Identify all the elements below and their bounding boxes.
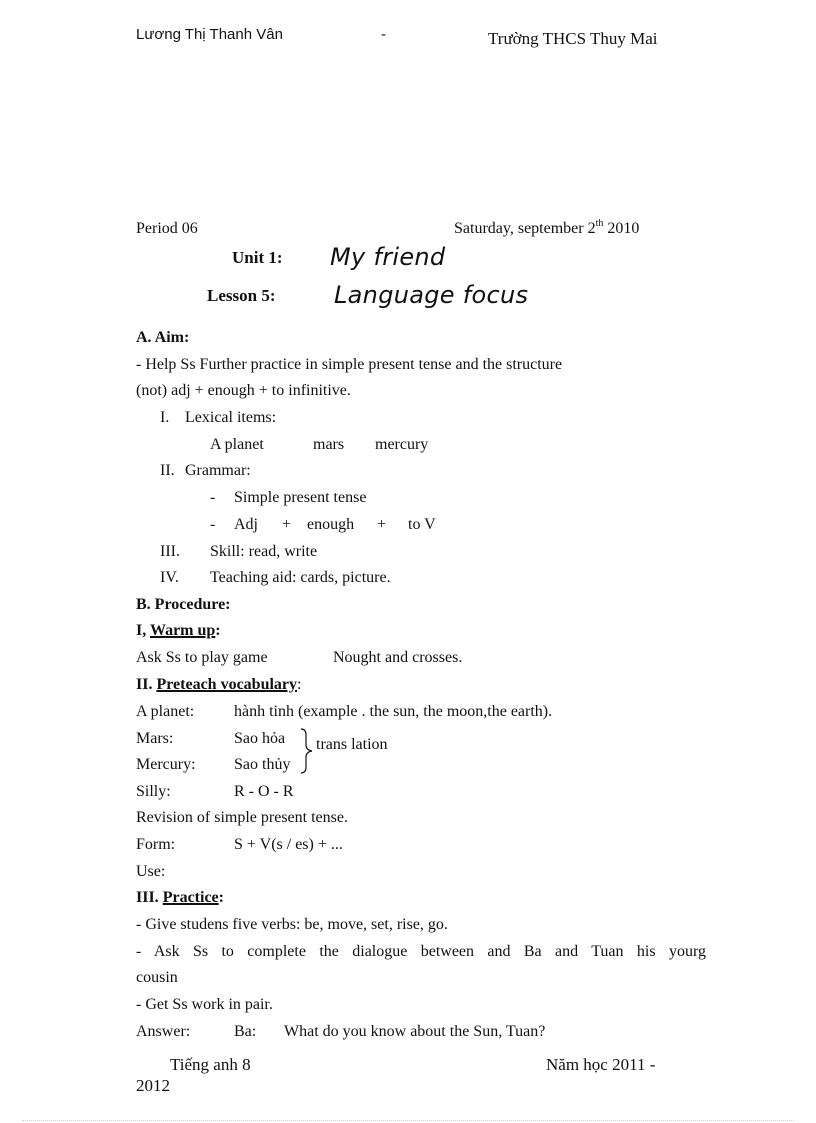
answer-text: What do you know about the Sun, Tuan? [284, 1023, 546, 1040]
grammar-1-text: Simple present tense [234, 489, 367, 506]
answer-speaker: Ba: [234, 1023, 257, 1040]
practice-heading [136, 888, 224, 908]
lesson-label: Lesson 5: [207, 286, 276, 305]
practice-line-1: - Give studens five verbs: be, move, set, rise, go. [136, 916, 448, 933]
grammar-2-part-3: enough [307, 516, 355, 533]
preteach-colon: : [297, 676, 302, 693]
warmup-heading [136, 621, 221, 641]
footer-year-end: 2012 [136, 1076, 170, 1095]
unit-label: Unit 1: [232, 248, 283, 267]
date-superscript: th [595, 218, 604, 229]
curly-brace-icon [298, 727, 316, 775]
use-label: Use: [136, 863, 166, 880]
aim-heading: A. Aim: [136, 329, 190, 346]
vocab-1-word: A planet: [136, 703, 195, 720]
grammar-2-part-5: to V [408, 516, 436, 533]
lexical-word-3: mercury [375, 436, 429, 453]
vocab-1-meaning: hành tinh (example . the sun, the moon,the earth). [234, 703, 553, 720]
warmup-colon: : [215, 622, 221, 639]
grammar-2-part-4: + [377, 516, 387, 533]
aim-item-3-text: Skill: read, write [210, 543, 318, 560]
grammar-2-part-2: + [282, 516, 292, 533]
header-dash: - [381, 26, 386, 43]
page-bottom-divider [22, 1120, 794, 1121]
lesson-name: Language focus [334, 281, 529, 309]
practice-line-3: cousin [136, 969, 178, 986]
aim-item-4-text: Teaching aid: cards, picture. [210, 569, 391, 586]
date-suffix: 2010 [603, 220, 640, 237]
warmup-text-2: Nought and crosses. [333, 649, 463, 666]
practice-line-4: - Get Ss work in pair. [136, 996, 273, 1013]
form-value: S + V(s / es) + ... [234, 836, 343, 853]
grammar-2-dash: - [210, 516, 216, 533]
unit-name: My friend [330, 243, 446, 271]
translation-note: trans lation [316, 736, 388, 753]
preteach-label: Preteach vocabulary [156, 676, 298, 693]
practice-line-2: - Ask Ss to complete the dialogue between and Ba and Tuan his yourg [136, 943, 706, 960]
preteach-num: II. [136, 676, 153, 693]
preteach-heading [136, 675, 301, 695]
vocab-2-meaning: Sao hỏa [234, 730, 286, 747]
practice-label: Practice [162, 889, 219, 906]
answer-label: Answer: [136, 1023, 191, 1040]
aim-item-1-text: Lexical items: [185, 409, 277, 426]
grammar-2-part-1: Adj [234, 516, 258, 533]
aim-line-2: (not) adj + enough + to infinitive. [136, 382, 351, 399]
vocab-3-meaning: Sao thủy [234, 756, 291, 773]
vocab-4-meaning: R - O - R [234, 783, 294, 800]
header-school: Trường THCS Thuy Mai [488, 29, 658, 48]
lexical-word-2: mars [313, 436, 345, 453]
aim-item-1-num: I. [160, 409, 170, 426]
practice-num: III. [136, 889, 159, 906]
form-label: Form: [136, 836, 176, 853]
grammar-1-dash: - [210, 489, 216, 506]
footer-year-label: Năm học 2011 - [546, 1055, 656, 1074]
procedure-heading: B. Procedure: [136, 596, 231, 613]
aim-item-2-text: Grammar: [185, 462, 251, 479]
aim-item-2-num: II. [160, 462, 175, 479]
period-label: Period 06 [136, 220, 198, 237]
vocab-4-word: Silly: [136, 783, 171, 800]
warmup-text-1: Ask Ss to play game [136, 649, 268, 666]
header-author: Lương Thị Thanh Vân [136, 26, 283, 43]
footer-subject: Tiếng anh 8 [170, 1055, 251, 1074]
warmup-label: Warm up [149, 622, 216, 639]
warmup-num: I, [136, 622, 147, 639]
practice-colon: : [218, 889, 224, 906]
vocab-2-word: Mars: [136, 730, 174, 747]
aim-item-4-num: IV. [160, 569, 179, 586]
revision-text: Revision of simple present tense. [136, 809, 348, 826]
date-prefix: Saturday, september 2 [454, 220, 596, 237]
lesson-date [454, 219, 639, 239]
lexical-word-1: A planet [210, 436, 264, 453]
aim-item-3-num: III. [160, 543, 180, 560]
aim-line-1: - Help Ss Further practice in simple present tense and the structure [136, 356, 563, 373]
vocab-3-word: Mercury: [136, 756, 196, 773]
